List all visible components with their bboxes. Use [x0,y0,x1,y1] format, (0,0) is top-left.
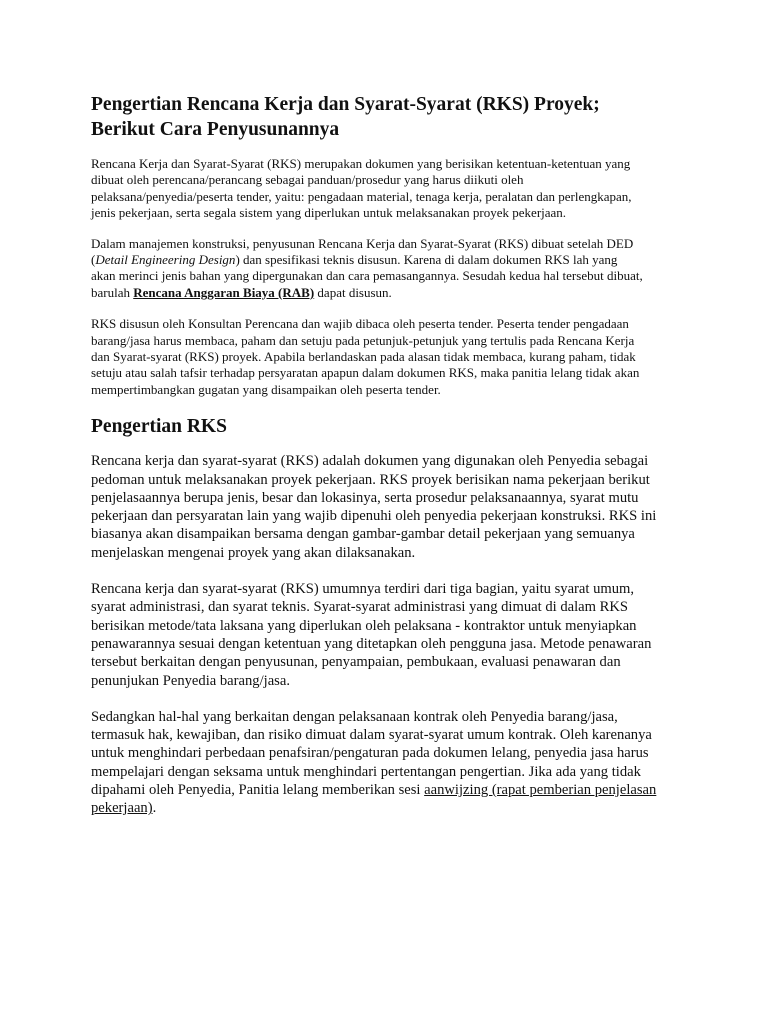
text-line [91,252,691,268]
text-fragment: dipahami oleh Penyedia, Panitia lelang memberikan sesi [91,782,425,799]
text-line [91,781,691,799]
title-line-1: Pengertian Rencana Kerja dan Syarat-Syarat (RKS) Proyek; [91,94,600,115]
text-line [91,285,691,301]
paren-open: ( [91,252,96,268]
text-line: penjelasaannya berupa jenis, besar dan lokasinya, serta prosedur pelaksanaannya, syarat mutu [91,489,639,506]
text-line: pelaksana/penyedia/peserta tender, yaitu: pengadaan material, tenaga kerja, peralatan dan perlengkapan, [91,188,632,204]
text-line: Rencana kerja dan syarat-syarat (RKS) umumnya terdiri dari tiga bagian, yaitu syarat umum, [91,581,635,598]
text-line: dan Syarat-syarat (RKS) proyek. Apabila berlandaskan pada alasan tidak membaca, kurang paham, tidak [91,349,636,365]
aanwijzing-link[interactable]: aanwijzing (rapat pemberian penjelasan [424,782,657,799]
text-line: syarat administrasi, dan syarat teknis. Syarat-syarat administrasi yang dimuat di dalam RKS [91,599,629,616]
text-fragment: dapat disusun. [314,284,392,300]
title-line-2: Berikut Cara Penyusunannya [91,119,340,140]
intro-paragraph-2 [91,236,691,302]
text-line: penunjukan Penyedia barang/jasa. [91,672,290,689]
page-title [91,92,691,142]
text-line [91,799,691,817]
text-line: dibuat oleh perencana/perancang sebagai panduan/prosedur yang harus diikuti oleh [91,172,524,188]
intro-paragraph-3 [91,316,691,398]
section-heading: Pengertian RKS [91,416,227,438]
text-line: pekerjaan dan persyaratan lain yang wajib dipenuhi oleh penyedia pekerjaan konstruksi. RKS ini [91,508,657,525]
text-line: Rencana kerja dan syarat-syarat (RKS) adalah dokumen yang digunakan oleh Penyedia sebagai [91,453,649,470]
text-line: Rencana Kerja dan Syarat-Syarat (RKS) merupakan dokumen yang berisikan ketentuan-ketentuan yang [91,156,631,171]
text-line: tersebut berkaitan dengan penyusunan, penyampaian, pembukaan, evaluasi penawaran dan [91,654,621,671]
text-line: untuk menghindari perbedaan penafsiran/pengaturan pada dokumen lelang, penyedia jasa harus [91,745,649,762]
section-paragraph-1 [91,452,691,562]
text-line: termasuk hak, kewajiban, dan risiko dimuat dalam syarat-syarat umum kontrak. Oleh karenanya [91,727,652,744]
section-paragraph-2 [91,580,691,690]
text-line: akan merinci jenis bahan yang dipergunakan dan cara pemasangannya. Sesudah kedua hal tersebut dibuat, [91,268,643,284]
text-line: Dalam manajemen konstruksi, penyusunan Rencana Kerja dan Syarat-Syarat (RKS) dibuat setelah DED [91,235,634,251]
section-paragraph-3 [91,708,691,818]
text-line: mempelajari dengan seksama untuk menghindari pertentangan pengertian. Jika ada yang tidak [91,763,641,780]
aanwijzing-link-continued[interactable]: pekerjaan) [91,800,153,817]
text-line: setuju atau salah tafsir terhadap persyaratan apapun dalam dokumen RKS, maka panitia lelang tidak akan [91,365,640,381]
ded-term: Detail Engineering Design [95,252,236,268]
text-line: jenis pekerjaan, serta segala sistem yang diperlukan untuk melaksanakan proyek pekerjaan. [91,205,567,221]
text-fragment: . [152,800,157,817]
text-line: Sedangkan hal-hal yang berkaitan dengan pelaksanaan kontrak oleh Penyedia barang/jasa, [91,708,618,725]
text-line: biasanya akan disampaikan bersama dengan gambar-gambar detail pekerjaan yang semuanya [91,526,635,543]
text-line: berisikan metode/tata laksana yang diperlukan oleh pelaksana - kontraktor untuk menyiapkan [91,617,637,634]
article-body [91,92,691,818]
text-fragment: ) dan spesifikasi teknis disusun. Karena di dalam dokumen RKS lah yang [235,252,618,268]
text-line: mempertimbangkan gugatan yang disampaikan oleh peserta tender. [91,381,441,397]
text-fragment: barulah [91,284,134,300]
text-line: penawarannya sesuai dengan ketentuan yang ditetapkan oleh pengguna jasa. Metode penawaran [91,635,652,652]
text-line: barang/jasa harus membaca, paham dan setuju pada petunjuk-petunjuk yang tertulis pada Rencana Kerja [91,332,635,348]
text-line: menjelaskan mengenai proyek yang akan dilaksanakan. [91,544,416,561]
text-line: pedoman untuk melaksanakan proyek pekerjaan. RKS proyek berisikan nama pekerjaan berikut [91,471,650,488]
rab-link[interactable]: Rencana Anggaran Biaya (RAB) [133,284,315,300]
intro-paragraph-1 [91,156,691,222]
text-line: RKS disusun oleh Konsultan Perencana dan wajib dibaca oleh peserta tender. Peserta tender pengadaan [91,316,629,332]
